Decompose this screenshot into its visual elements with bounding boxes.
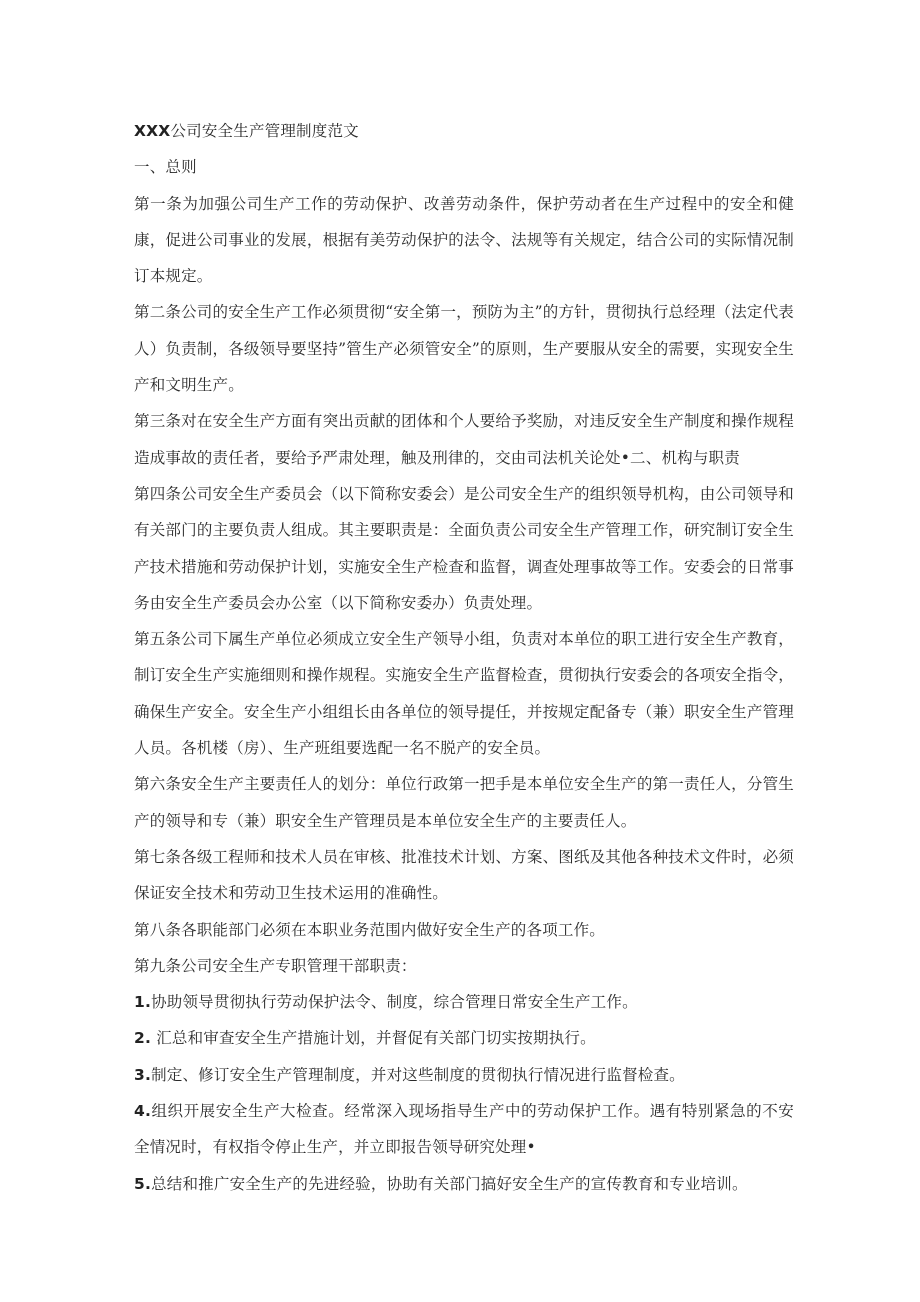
duty-item-number: 3. [134,1065,152,1084]
duty-item-text: 制定、修订安全生产管理制度，并对这些制度的贯彻执行情况进行监督检查。 [151,1065,685,1084]
duty-item-5 [134,1166,794,1202]
duty-item-1 [134,984,794,1020]
duty-item-3 [134,1057,794,1093]
section-heading: 一、总则 [134,158,197,177]
duty-item-number: 4. [134,1102,152,1121]
title-prefix: XXX [134,122,171,140]
duty-item-number: 5. [134,1174,152,1193]
duty-item-text: 汇总和审查安全生产措施计划，并督促有关部门切实按期执行。 [151,1029,596,1048]
article-5: 第五条公司下属生产单位必须成立安全生产领导小组，负责对本单位的职工进行安全生产教育，制订安全生产实施细则和操作规程。实施安全生产监督检查，贯彻执行安委会的各项安全指令，确保生产安全。安全生产小组组长由各单位的领导提任，并按规定配备专（兼）职安全生产管理人员。各机楼（房）、生产班组要选配一名不脱产的安全员。 [134,630,794,758]
article-3: 第三条对在安全生产方面有突出贡献的团体和个人要给予奖励，对违反安全生产制度和操作规程造成事故的责任者，要给予严肃处理，触及刑律的，交由司法机关论处•二、机构与职责 [134,412,794,467]
duty-item-2 [134,1020,794,1056]
article-1: 第一条为加强公司生产工作的劳动保护、改善劳动条件，保护劳动者在生产过程中的安全和健康，促进公司事业的发展，根据有美劳动保护的法令、法规等有关规定，结合公司的实际情况制订本规定。 [134,194,794,286]
title-text: 公司安全生产管理制度范文 [170,122,359,140]
document-body [134,113,794,1202]
article-2: 第二条公司的安全生产工作必须贯彻“安全第一，预防为主”的方针，贯彻执行总经理（法定代表人）负责制，各级领导要坚持”管生产必须管安全”的原则，生产要服从安全的需要，实现安全生产和文明生产。 [134,303,794,395]
article-6: 第六条安全生产主要责任人的划分：单位行政第一把手是本单位安全生产的第一责任人，分管生产的领导和专（兼）职安全生产管理员是本单位安全生产的主要责任人。 [134,775,794,830]
duty-item-text: 总结和推广安全生产的先进经验，协助有关部门搞好安全生产的宣传教育和专业培训。 [151,1174,748,1193]
duty-item-number: 2. [134,1029,152,1048]
duty-item-text: 协助领导贯彻执行劳动保护法令、制度，综合管理日常安全生产工作。 [151,993,638,1012]
document-title [134,113,794,149]
article-7: 第七条各级工程师和技术人员在审核、批准技术计划、方案、图纸及其他各种技术文件时，必须保证安全技术和劳动卫生技术运用的准确性。 [134,847,794,903]
duty-item-text: 组织开展安全生产大检查。经常深入现场指导生产中的劳动保护工作。遇有特别紧急的不安全情况时，有权指令停止生产，并立即报告领导研究处理• [134,1102,794,1157]
article-4: 第四条公司安全生产委员会（以下简称安委会）是公司安全生产的组织领导机构，由公司领导和有关部门的主要负责人组成。其主要职责是：全面负责公司安全生产管理工作，研究制订安全生产技术措施和劳动保护计划，实施安全生产检查和监督，调查处理事故等工作。安委会的日常事务由安全生产委员会办公室（以下简称安委办）负责处理。 [134,484,794,612]
article-8: 第八条各职能部门必须在本职业务范围内做好安全生产的各项工作。 [134,920,606,939]
duty-item-number: 1. [134,993,152,1012]
duty-item-4 [134,1093,794,1166]
article-9: 第九条公司安全生产专职管理干部职责： [134,956,417,975]
